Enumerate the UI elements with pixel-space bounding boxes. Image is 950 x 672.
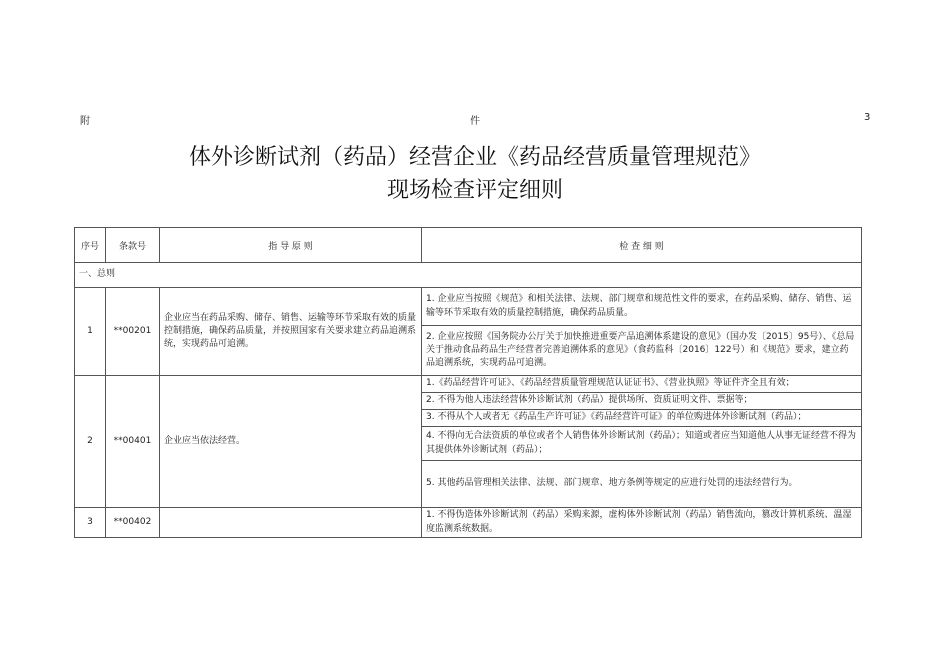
col-header-detail: 检 查 细 则 <box>422 228 862 263</box>
inspection-table <box>74 227 862 538</box>
row-detail-item: 2. 不得为他人违法经营体外诊断试剂（药品）提供场所、资质证明文件、票据等； <box>422 393 862 410</box>
row-clause: **00401 <box>106 376 160 508</box>
section-title: 一、总则 <box>75 263 862 288</box>
row-detail-item: 1. 企业应当按照《规范》和相关法律、法规、部门规章和规范性文件的要求，在药品采购、储存、销售、运输等环节采取有效的质量控制措施，确保药品质量。 <box>422 288 862 326</box>
row-seq: 1 <box>75 288 106 376</box>
table-row <box>75 288 862 326</box>
row-detail-item: 3. 不得从个人或者无《药品生产许可证》《药品经营许可证》的单位购进体外诊断试剂（药品）； <box>422 410 862 427</box>
row-detail-item: 1. 不得伪造体外诊断试剂（药品）采购来源，虚构体外诊断试剂（药品）销售流向，篡改计算机系统、温湿度监测系统数据。 <box>422 508 862 538</box>
document-title: 体外诊断试剂（药品）经营企业《药品经营质量管理规范》 <box>188 145 761 170</box>
col-header-principle: 指 导 原 则 <box>160 228 422 263</box>
row-detail-item: 2. 企业应按照《国务院办公厅关于加快推进重要产品追溯体系建设的意见》（国办发〔2015〕95号）、《总局关于推动食品药品生产经营者完善追溯体系的意见》（食药监科〔2016〕122号）和《规范》要求，建立药品追溯系统，实现药品可追溯。 <box>422 326 862 376</box>
col-header-clause: 条款号 <box>106 228 160 263</box>
section-row <box>75 263 862 288</box>
row-detail-item: 5. 其他药品管理相关法律、法规、部门规章、地方条例等规定的应进行处罚的违法经营行为。 <box>422 461 862 508</box>
row-seq: 2 <box>75 376 106 508</box>
col-header-seq: 序号 <box>75 228 106 263</box>
table-row <box>75 508 862 538</box>
row-detail-item: 1.《药品经营许可证》、《药品经营质量管理规范认证证书》、《营业执照》等证件齐全且有效； <box>422 376 862 393</box>
row-principle: 企业应当在药品采购、储存、销售、运输等环节采取有效的质量控制措施，确保药品质量，并按照国家有关要求建立药品追溯系统，实现药品可追溯。 <box>160 288 422 376</box>
table-row <box>75 376 862 393</box>
row-clause: **00402 <box>106 508 160 538</box>
row-principle: 企业应当依法经营。 <box>160 376 422 508</box>
row-clause: **00201 <box>106 288 160 376</box>
table-header-row <box>75 228 862 263</box>
row-seq: 3 <box>75 508 106 538</box>
row-detail-item: 4. 不得向无合法资质的单位或者个人销售体外诊断试剂（药品）；知道或者应当知道他人从事无证经营不得为其提供体外诊断试剂（药品）； <box>422 427 862 461</box>
attachment-label-2: 件 <box>470 116 480 127</box>
document-subtitle: 现场检查评定细则 <box>386 178 563 203</box>
row-principle <box>160 508 422 538</box>
attachment-number: 3 <box>864 112 871 123</box>
attachment-label: 附 <box>80 116 90 127</box>
